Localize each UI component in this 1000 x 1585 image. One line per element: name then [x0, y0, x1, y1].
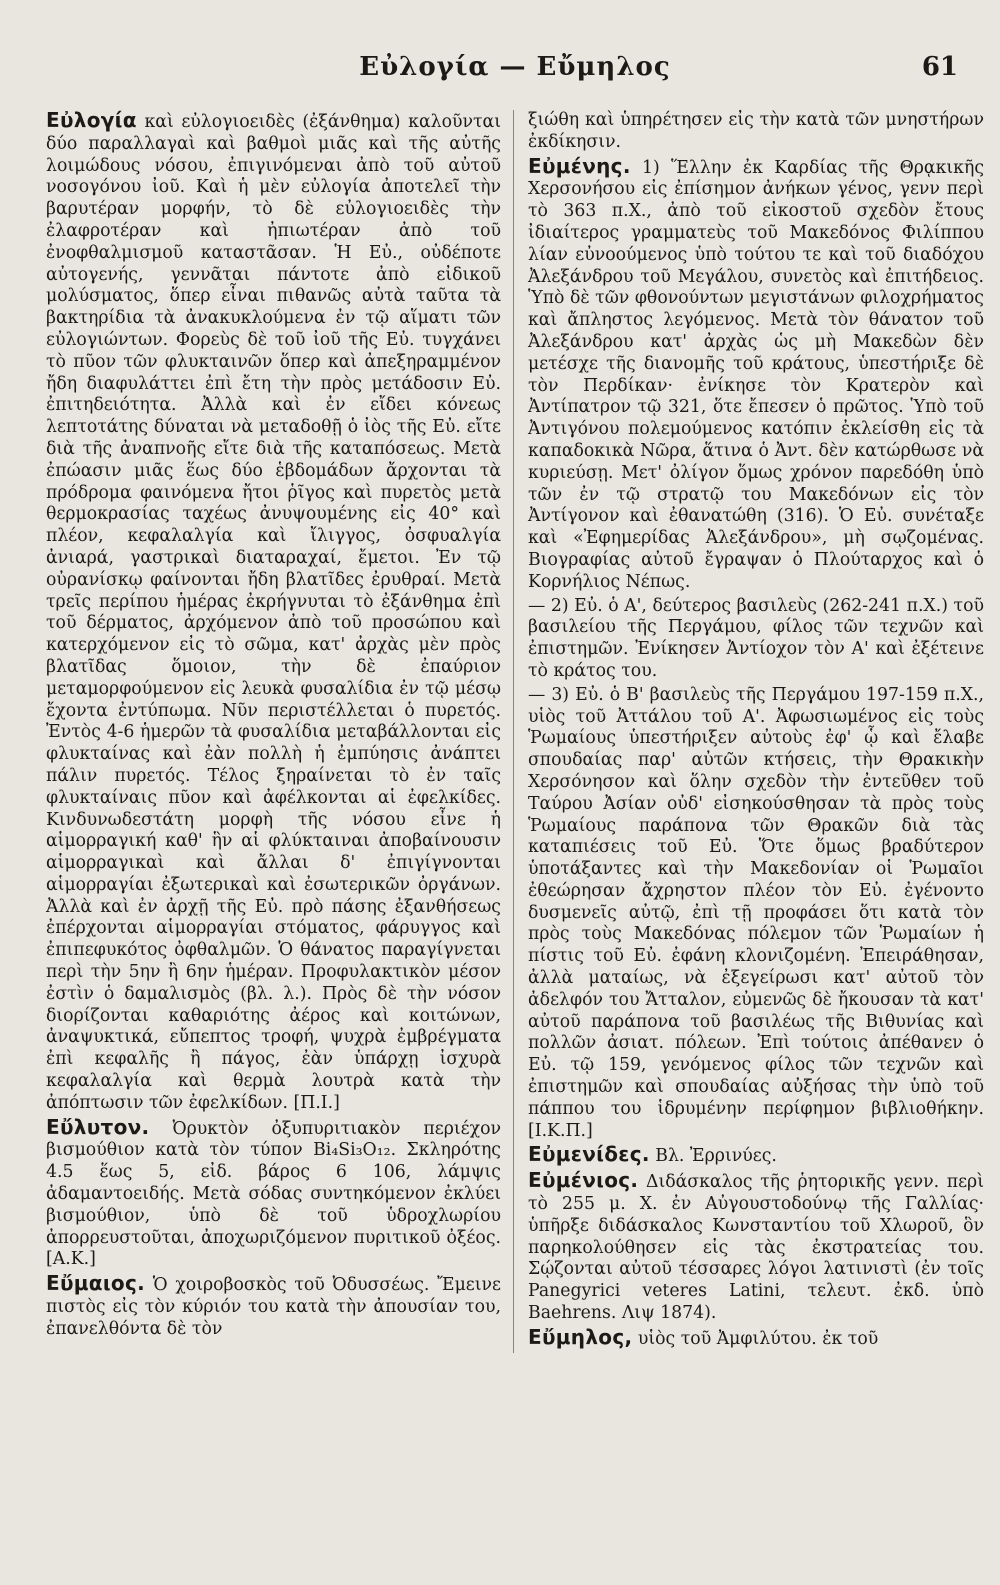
entry-text: υἱὸς τοῦ Ἀμφιλύτου. ἐκ τοῦ: [637, 1328, 879, 1349]
running-head: [46, 52, 984, 110]
entry-eumenes: [528, 153, 984, 594]
entry-text: — 2) Εὐ. ὁ Α', δεύτερος βασιλεὺς (262-241 π.Χ.) τοῦ βασιλείου τῆς Περγάμου, φίλος τῶν τεχνῶν καὶ ἐπιστημῶν. Ἐνίκησεν Ἀντίοχον τὸν Α' καὶ ἐξέτεινε τὸ κράτος του.: [528, 595, 984, 681]
entry-headword: Εὐμενίδες.: [528, 1142, 650, 1167]
entry-eumenides: [528, 1144, 984, 1168]
right-column: [513, 110, 984, 1353]
page-number: 61: [921, 52, 958, 82]
entry-eumaios: [46, 1273, 501, 1340]
entry-eulogia: [46, 110, 501, 1115]
entry-headword: Εὐμένης.: [528, 153, 631, 178]
two-column-body: [46, 110, 984, 1353]
entry-headword: Εὔμαιος.: [46, 1271, 146, 1296]
entry-headword: Εὐλογία: [46, 108, 137, 132]
entry-text: — 3) Εὐ. ὁ Β' βασιλεὺς τῆς Περγάμου 197-159 π.Χ., υἱὸς τοῦ Ἀττάλου τοῦ Α'. Ἀφωσιωμένος εἰς τοὺς Ῥωμαίους ὑπεστήριξεν αὐτοὺς ἐφ' ᾧ καὶ ἔλαβε σπουδαίας παρ' αὐτῶν κτήσεις, τὴν Θρακικὴν Χερσόνησον καὶ ὅλην σχεδὸν τὴν ἐντεῦθεν τοῦ Ταύρου Ἀσίαν οὐδ' εἰσηκούσθησαν τὰ πρὸς τοὺς Ῥωμαίους παράπονα τῶν Θρακῶν διὰ τὰς καταπιέσεις τοῦ Εὐ. Ὅτε ὅμως βραδύτερον ὑποτάξαντες καὶ τὴν Μακεδονίαν οἱ Ῥωμαῖοι ἐθεώρησαν ἄχρηστον πλέον τὸν Εὐ. ἐγένοντο δυσμενεῖς αὐτῷ, ἐπὶ τῇ προφάσει ὅτι κατὰ τὸν πρὸς τοὺς Μακεδόνας πόλεμον τῶν Ῥωμαίων ἡ πίστις τοῦ Εὐ. ἐφάνη κλονιζομένη. Ἐπειράθησαν, ἀλλὰ ματαίως, νὰ ἐξεγείρωσι κατ' αὐτοῦ τὸν ἀδελφόν του Ἄτταλον, εὐμενῶς δὲ ἤκουσαν τὰ κατ' αὐτοῦ παράπονα τοῦ βασιλέως τῆς Βιθυνίας καὶ πολλῶν ἀσιατ. πόλεων. Ἐπὶ τούτοις ἀπέθανεν ὁ Εὐ. τῷ 159, γενόμενος φίλος τῶν τεχνῶν καὶ ἐπιστημῶν καὶ σπουδαίας αὐξήσας τὴν ὑπὸ τοῦ πάππου του ἱδρυμένην περίφημον βιβλιοθήκην. [Ι.Κ.Π.]: [528, 684, 984, 1141]
entry-text: Ὁ χοιροβοσκὸς τοῦ Ὀδυσσέως. Ἔμεινε πιστὸς εἰς τὸν κύριόν του κατὰ τὴν ἀπουσίαν του, ἐπανελθόντα δὲ τὸν: [46, 1275, 501, 1339]
entry-text: 1) Ἕλλην ἐκ Καρδίας τῆς Θρᾳκικῆς Χερσονήσου εἰς ἐπίσημον ἀνήκων γένος, γενν περὶ τὸ 363 π.Χ., ἀπὸ τοῦ εἰκοστοῦ σχεδὸν ἔτους ἰδιαίτερος γραμματεὺς τοῦ Μακεδόνος Φιλίππου λίαν εὐνοούμενος ὑπὸ τούτου τε καὶ τοῦ διαδόχου Ἀλεξάνδρου τοῦ Μεγάλου, συνετὸς καὶ ἐπιτήδειος. Ὑπὸ δὲ τῶν φθονούντων μεγιστάνων φιλοχρήματος καὶ ἄπληστος λεγόμενος. Μετὰ τὸν θάνατον τοῦ Ἀλεξάνδρου κατ' ἀρχὰς ὡς μὴ Μακεδὼν δὲν μετέσχε τῆς διανομῆς τοῦ κράτους, ὑπεστήριξε δὲ τὸν Περδίκαν· ἐνίκησε τὸν Κρατερὸν καὶ Ἀντίπατρον τῷ 321, ὅτε ἔπεσεν ὁ πρῶτος. Ὑπὸ τοῦ Ἀντιγόνου πολεμούμενος κατόπιν ἐκλείσθη εἰς τὰ καπαδοκικὰ Νῶρα, ἅτινα ὁ Ἀντ. δὲν κατώρθωσε νὰ κυριεύσῃ. Μετ' ὀλίγον ὅμως χρόνον παρεδόθη ὑπὸ τῶν ἐν τῷ στρατῷ του Μακεδόνων εἰς τὸν Ἀντίγονον καὶ ἐθανατώθη (316). Ὁ Εὐ. συνέταξε καὶ «Ἐφημερίδας Ἀλεξάνδρου», μὴ σῳζομένας. Βιογραφίας αὐτοῦ ἔγραψαν ὁ Πλούταρχος καὶ ὁ Κορνήλιος Νέπως.: [528, 157, 984, 592]
entry-text: καὶ εὐλογιοειδὲς (ἐξάνθημα) καλοῦνται δύο παραλλαγαὶ καὶ βαθμοὶ μιᾶς καὶ τῆς αὐτῆς λοιμώδους νόσου, ἐπιγινόμεναι ἀπὸ τοῦ αὐτοῦ νοσογόνου ἰοῦ. Καὶ ἡ μὲν εὐλογία ἀποτελεῖ τὴν βαρυτέραν μορφήν, τὸ δὲ εὐλογιοειδὲς τὴν ἐλαφροτέραν καὶ ἠπιωτέραν ἀπὸ τοῦ ἐνοφθαλμισμοῦ καταστᾶσαν. Ἡ Εὐ., οὐδέποτε αὐτογενής, γεννᾶται πάντοτε ἀπὸ εἰδικοῦ μολύσματος, ὅπερ εἶναι πιθανῶς αὐτὰ ταῦτα τὰ βακτηρίδια τὰ ἀνακυκλούμενα ἐν τῷ αἵματι τῶν εὐλογιώντων. Φορεὺς δὲ τοῦ ἰοῦ τῆς Εὐ. τυγχάνει τὸ πῦον τῶν φλυκταινῶν ὅπερ καὶ ἀπεξηραμμένον ἤδη διαφυλάττει ἐπὶ ἔτη τὴν πρὸς μετάδοσιν Εὐ. ἐπιτηδειότητα. Ἀλλὰ καὶ ἐν εἴδει κόνεως λεπτοτάτης δύναται νὰ μεταδοθῇ ὁ ἰὸς τῆς Εὐ. εἴτε διὰ τῆς ἀναπνοῆς εἴτε διὰ τῆς καταπόσεως. Μετὰ ἐπώασιν μιᾶς ἕως δύο ἑβδομάδων ἄρχονται τὰ πρόδρομα φαινόμενα ἤτοι ῥῖγος καὶ πυρετὸς μετὰ θερμοκρασίας ταχέως ἀνυψουμένης εἰς 40° καὶ πλέον, κεφαλαλγία καὶ ἴλιγγος, ὀσφυαλγία ἀνιαρά, γαστρικαὶ διαταραχαί, ἔμετοι. Ἐν τῷ οὐρανίσκῳ φαίνονται ἤδη βλατῖδες ἐρυθραί. Μετὰ τρεῖς περίπου ἡμέρας ἐκρήγνυται τὸ ἐξάνθημα ἐπὶ τοῦ δέρματος, ἀρχόμενον ἀπὸ τοῦ προσώπου καὶ κατερχόμενον εἰς τὸ σῶμα, κατ' ἀρχὰς μὲν πρὸς βλατῖδας ὅμοιον, τὴν δὲ ἐπαύριον μεταμορφούμενον εἰς λευκὰ φυσαλίδια ἐν τῷ μέσῳ ἔχοντα ἐντύπωμα. Νῦν περιστέλλεται ὁ πυρετός. Ἐντὸς 4-6 ἡμερῶν τὰ φυσαλίδια μεταβάλλονται εἰς φλυκταίνας καὶ ἐὰν πολλὴ ἡ ἐμπύησις ἀνάπτει πάλιν πυρετός. Τέλος ξηραίνεται τὸ ἐν ταῖς φλυκταίναις πῦον καὶ ἀφέλκονται αἱ ἐφελκίδες. Κινδυνωδεστάτη μορφὴ τῆς νόσου εἶνε ἡ αἱμορραγική καθ' ἣν αἱ φλύκταιναι ἀποβαίνουσιν αἱμορραγικαὶ καὶ ἄλλαι δ' ἐπιγίγνονται αἱμορραγίαι ἐξωτερικαὶ καὶ ἐσωτερικῶν ὀργάνων. Ἀλλὰ καὶ ἐν ἀρχῇ τῆς Εὐ. πρὸ πάσης ἐξανθήσεως ἐπέρχονται αἱμορραγίαι στόματος, φάρυγγος καὶ ἐπιπεφυκότος ὀφθαλμῶν. Ὁ θάνατος παραγίγνεται περὶ τὴν 5ην ἢ 6ην ἡμέραν. Προφυλακτικὸν μέσον ἐστὶν ὁ δαμαλισμὸς (βλ. λ.). Πρὸς δὲ τὴν νόσον διορίζονται καθαριότης ἀέρος καὶ κοιτώνων, ἀναψυκτικά, εὔπεπτος τροφή, ψυχρὰ ἐμβρέγματα ἐπὶ κεφαλῆς ἢ πάγος, ἐὰν ὑπάρχῃ ἰσχυρὰ κεφαλαλγία καὶ θερμὰ λουτρὰ κατὰ τὴν ἀπόπτωσιν τῶν ἐφελκίδων. [Π.Ι.]: [46, 112, 501, 1113]
entry-eulyton: [46, 1114, 501, 1272]
entry-eumenes-3: [528, 685, 984, 1143]
entry-eumelos: [528, 1324, 984, 1351]
entry-headword: Εὐμένιος.: [528, 1168, 639, 1193]
entry-headword: Εὔμηλος,: [528, 1324, 633, 1349]
left-column: [46, 110, 513, 1353]
entry-eumenes-2: [528, 596, 984, 683]
entry-headword: Εὔλυτον.: [46, 1114, 150, 1139]
entry-text: Διδάσκαλος τῆς ῥητορικῆς γενν. περὶ τὸ 255 μ. Χ. ἐν Αὐγουστοδούνῳ τῆς Γαλλίας· ὑπῆρξε διδάσκαλος Κωνσταντίου τοῦ Χλωροῦ, ὃν παρηκολούθησεν εἰς τὰς ἐκστρατείας του. Σῴζονται αὐτοῦ τέσσαρες λόγοι λατινιστὶ (ἐν τοῖς Panegyrici veteres Latini, τελευτ. ἐκδ. ὑπὸ Baehrens. Λιψ 1874).: [528, 1172, 984, 1324]
page-title: Εὐλογία — Εὔμηλος: [359, 52, 671, 82]
entry-eumaios-continued: [528, 110, 984, 154]
entry-text: Βλ. Ἐρρινύες.: [655, 1146, 777, 1167]
entry-text: ξιώθη καὶ ὑπηρέτησεν εἰς τὴν κατὰ τῶν μνηστήρων ἐκδίκησιν.: [528, 110, 984, 152]
entry-eumenios: [528, 1170, 984, 1325]
entry-text: Ὀρυκτὸν ὀξυπυριτιακὸν περιέχον βισμούθιον κατὰ τὸν τύπον Bi₄Si₃O₁₂. Σκληρότης 4.5 ἕως 5, εἰδ. βάρος 6 106, λάμψις ἀδαμαντοειδής. Μετὰ σόδας συντηκόμενον ἐκλύει βισμούθιον, ὑπὸ δὲ τοῦ ὑδροχλωρίου ἀπορρευστοῦται, ἀποχωριζόμενον πυριτικοῦ ὀξέος. [Α.Κ.]: [46, 1118, 501, 1270]
